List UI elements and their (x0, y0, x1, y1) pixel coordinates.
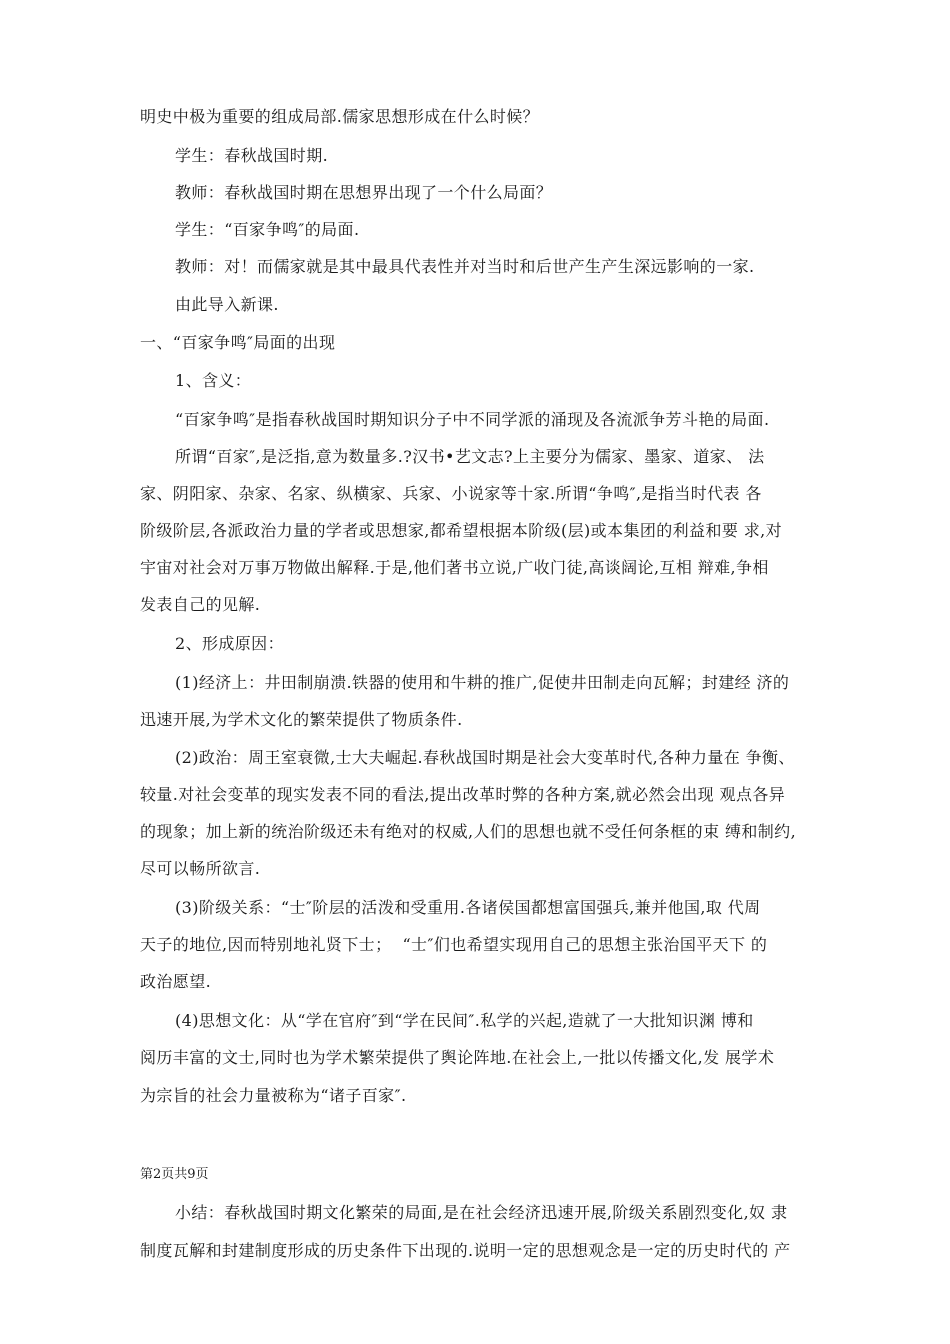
text-line: 学生：春秋战国时期. (175, 146, 329, 165)
text-line: 所谓“百家″,是泛指,意为数量多.?汉书•艺文志?上主要分为儒家、墨家、道家、 法 (175, 447, 765, 466)
text-line: (4)思想文化：从“学在官府″到“学在民间″.私学的兴起,造就了一大批知识渊 博和 (175, 1011, 754, 1030)
text-line: (3)阶级关系：“士″阶层的活泼和受重用.各诸侯国都想富国强兵,兼并他国,取 代周 (175, 898, 761, 917)
text-line: 政治愿望. (140, 972, 212, 991)
text-line: 阶级阶层,各派政治力量的学者或思想家,都希望根据本阶级(层)或本集团的利益和要 求,对 (140, 521, 783, 540)
text-line: 教师：对！而儒家就是其中最具代表性并对当时和后世产生产生深远影响的一家. (175, 257, 755, 276)
subheading: 1、含义： (175, 371, 252, 390)
text-line: (1)经济上：井田制崩溃.铁器的使用和牛耕的推广,促使井田制走向瓦解；封建经 济的 (175, 673, 790, 692)
page-footer: 第2页共9页 (140, 1167, 209, 1182)
text-line: 发表自己的见解. (140, 595, 261, 614)
text-line: 阅历丰富的文士,同时也为学术繁荣提供了舆论阵地.在社会上,一批以传播文化,发 展学术 (140, 1048, 775, 1067)
section-heading: 一、“百家争鸣″局面的出现 (140, 333, 336, 352)
text-line: 迅速开展,为学术文化的繁荣提供了物质条件. (140, 710, 463, 729)
text-line: 明史中极为重要的组成局部.儒家思想形成在什么时候？ (140, 107, 540, 126)
text-line: (2)政治：周王室衰微,士大夫崛起.春秋战国时期是社会大变革时代,各种力量在 争衡、 (175, 748, 795, 767)
text-line: 小结：春秋战国时期文化繁荣的局面,是在社会经济迅速开展,阶级关系剧烈变化,奴 隶 (175, 1203, 788, 1222)
text-line: 学生：“百家争鸣″的局面. (175, 220, 360, 239)
text-line: 为宗旨的社会力量被称为“诸子百家″. (140, 1086, 407, 1105)
text-line: 宇宙对社会对万事万物做出解释.于是,他们著书立说,广收门徒,高谈阔论,互相 辩难,争相 (140, 558, 769, 577)
text-line: 家、阴阳家、杂家、名家、纵横家、兵家、小说家等十家.所谓“争鸣″,是指当时代表 各 (140, 484, 762, 503)
text-line: 教师：春秋战国时期在思想界出现了一个什么局面？ (175, 183, 553, 202)
text-line: 由此导入新课. (175, 295, 279, 314)
text-line: “百家争鸣″是指春秋战国时期知识分子中不同学派的涌现及各流派争芳斗艳的局面. (175, 410, 770, 429)
text-line: 的现象；加上新的统治阶级还未有绝对的权威,人们的思想也就不受任何条框的束 缚和制约, (140, 822, 797, 841)
subheading: 2、形成原因： (175, 634, 284, 653)
text-line: 较量.对社会变革的现实发表不同的看法,提出改革时弊的各种方案,就必然会出现 观点各异 (140, 785, 786, 804)
text-line: 尽可以畅所欲言. (140, 859, 261, 878)
text-line: 天子的地位,因而特别地礼贤下士； “士″们也希望实现用自己的思想主张治国平天下 的 (140, 935, 768, 954)
text-line: 制度瓦解和封建制度形成的历史条件下出现的.说明一定的思想观念是一定的历史时代的 产 (140, 1241, 791, 1260)
